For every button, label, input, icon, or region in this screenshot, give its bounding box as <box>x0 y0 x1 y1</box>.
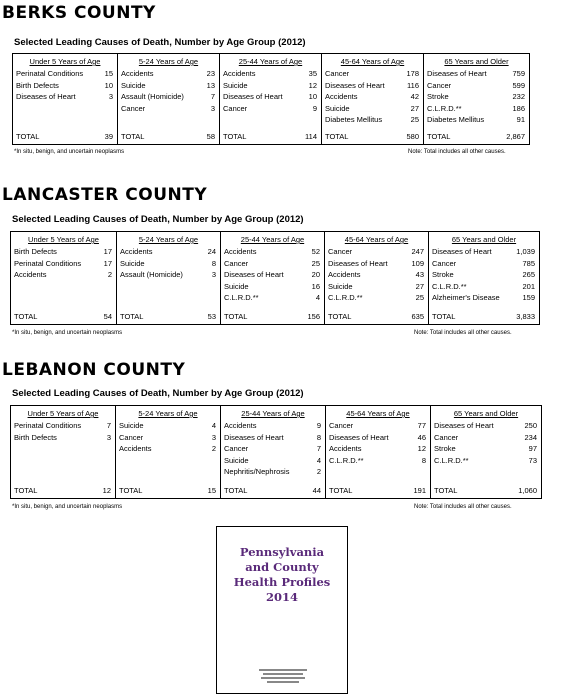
cause-row <box>424 114 529 126</box>
age-group-column <box>322 54 424 144</box>
cause-label: Suicide <box>325 103 350 113</box>
cause-label: Diseases of Heart <box>224 270 284 279</box>
cause-row <box>325 269 428 281</box>
death-count: 35 <box>308 69 317 78</box>
cause-row <box>325 246 428 258</box>
death-count: 9 <box>312 103 317 113</box>
cause-row <box>424 91 529 103</box>
death-count: 265 <box>522 270 535 279</box>
cause-label: Cancer <box>224 258 249 268</box>
total-row <box>221 312 324 321</box>
age-group-header: 45-64 Years of Age <box>346 409 410 418</box>
cause-label: Diseases of Heart <box>432 247 492 256</box>
cause-label: Suicide <box>224 455 249 465</box>
age-group-header: Under 5 Years of Age <box>28 235 99 244</box>
death-count: 42 <box>410 92 419 101</box>
cause-label: Suicide <box>119 421 144 430</box>
total-label: TOTAL <box>14 312 38 321</box>
death-count: 247 <box>411 247 424 256</box>
total-value: 39 <box>104 132 113 141</box>
cause-label: Suicide <box>120 258 145 268</box>
total-value: 580 <box>406 132 419 141</box>
cause-row <box>11 258 116 270</box>
death-count: 97 <box>528 444 537 453</box>
cause-label: Accidents <box>325 92 358 101</box>
total-value: 2,867 <box>506 132 525 141</box>
death-count: 201 <box>522 281 535 291</box>
cause-label: Accidents <box>14 270 47 279</box>
cause-row <box>116 443 220 455</box>
age-group-column <box>221 232 325 324</box>
total-row <box>116 486 220 495</box>
death-count: 77 <box>417 421 426 430</box>
total-row <box>220 132 321 141</box>
cause-row <box>322 80 423 92</box>
death-count: 8 <box>211 258 216 268</box>
total-value: 58 <box>206 132 215 141</box>
cause-row <box>325 292 428 304</box>
death-count: 27 <box>415 281 424 291</box>
death-count: 27 <box>410 103 419 113</box>
death-count: 25 <box>410 115 419 124</box>
cause-row <box>322 91 423 103</box>
cause-label: Cancer <box>328 247 353 256</box>
footnote: *In situ, benign, and uncertain neoplasms <box>12 504 123 510</box>
cause-label: Cancer <box>223 103 248 113</box>
cause-row <box>117 269 220 281</box>
cause-label: Nephritis/Nephrosis <box>224 467 290 476</box>
table-lebanon <box>10 405 542 499</box>
age-group-header: 5-24 Years of Age <box>138 409 198 418</box>
total-value: 191 <box>413 486 426 495</box>
death-count: 46 <box>417 432 426 442</box>
total-row <box>11 312 116 321</box>
cause-row <box>429 292 539 304</box>
death-count: 10 <box>308 92 317 101</box>
cause-row <box>221 258 324 270</box>
age-group-header: 65 Years and Older <box>453 409 519 418</box>
total-label: TOTAL <box>328 312 352 321</box>
cause-label: Diabetes Mellitus <box>427 115 485 124</box>
total-value: 44 <box>312 486 321 495</box>
total-note: Note: Total includes all other causes. <box>414 330 512 336</box>
death-count: 1,039 <box>516 247 535 256</box>
cover-fine-print <box>267 681 299 683</box>
cause-label: Diseases of Heart <box>434 421 494 430</box>
death-count: 8 <box>421 455 426 465</box>
death-count: 116 <box>407 80 419 90</box>
total-row <box>322 132 423 141</box>
cause-label: Suicide <box>224 281 249 291</box>
death-count: 25 <box>415 293 424 302</box>
total-label: TOTAL <box>14 486 38 495</box>
total-label: TOTAL <box>427 132 451 141</box>
death-count: 4 <box>316 455 321 465</box>
cause-label: Accidents <box>224 421 257 430</box>
total-value: 53 <box>207 312 216 321</box>
cause-label: Cancer <box>325 69 350 78</box>
cause-label: C.L.R.D.** <box>329 455 364 465</box>
death-count: 785 <box>522 258 535 268</box>
cause-row <box>322 114 423 126</box>
death-count: 15 <box>104 69 113 78</box>
total-row <box>118 132 219 141</box>
death-count: 2 <box>316 467 321 476</box>
table-berks <box>12 53 530 145</box>
age-group-header: 25-44 Years of Age <box>240 235 305 244</box>
cause-label: Accidents <box>328 270 361 279</box>
table-subtitle-lancaster: Selected Leading Causes of Death, Number by Age Group (2012) <box>12 214 304 225</box>
cause-row <box>117 258 220 270</box>
total-value: 114 <box>305 132 317 141</box>
total-label: TOTAL <box>16 132 40 141</box>
total-row <box>221 486 325 495</box>
cause-row <box>424 68 529 80</box>
age-group-column <box>424 54 529 144</box>
total-label: TOTAL <box>120 312 144 321</box>
total-label: TOTAL <box>121 132 145 141</box>
cover-title-line: Health Profiles <box>233 575 331 589</box>
total-row <box>431 486 541 495</box>
cause-row <box>326 432 430 444</box>
death-count: 12 <box>417 444 426 453</box>
death-count: 759 <box>512 69 525 78</box>
cause-label: Accidents <box>119 444 152 453</box>
cover-fine-print <box>261 677 305 679</box>
cause-row <box>221 466 325 478</box>
total-row <box>13 132 117 141</box>
age-group-column <box>221 406 326 498</box>
cause-label: Diseases of Heart <box>223 92 283 101</box>
death-count: 25 <box>311 258 320 268</box>
cause-label: C.L.R.D.** <box>434 455 469 465</box>
cause-row <box>431 432 541 444</box>
cause-row <box>11 420 115 432</box>
county-title-lancaster: LANCASTER COUNTY <box>2 185 208 205</box>
footnote: *In situ, benign, and uncertain neoplasms <box>14 149 125 155</box>
death-count: 159 <box>522 293 535 302</box>
death-count: 9 <box>316 421 321 430</box>
total-label: TOTAL <box>119 486 143 495</box>
cause-label: Birth Defects <box>14 432 57 442</box>
cause-label: Diseases of Heart <box>427 69 487 78</box>
cause-label: Stroke <box>427 92 449 101</box>
total-value: 12 <box>102 486 111 495</box>
cause-label: C.L.R.D.** <box>328 293 363 302</box>
death-count: 23 <box>206 69 215 78</box>
death-count: 17 <box>103 258 112 268</box>
cause-row <box>221 269 324 281</box>
county-title-lebanon: LEBANON COUNTY <box>2 360 186 380</box>
cause-label: Diabetes Mellitus <box>325 115 383 124</box>
total-row <box>325 312 428 321</box>
cause-label: Cancer <box>432 258 457 268</box>
cause-label: Accidents <box>223 69 256 78</box>
total-label: TOTAL <box>329 486 353 495</box>
cause-label: Diseases of Heart <box>16 92 76 101</box>
cause-row <box>326 455 430 467</box>
cause-label: Accidents <box>224 247 257 256</box>
cause-label: Cancer <box>224 444 249 453</box>
total-row <box>117 312 220 321</box>
cause-row <box>429 281 539 293</box>
total-label: TOTAL <box>224 312 248 321</box>
total-label: TOTAL <box>224 486 248 495</box>
death-count: 52 <box>311 247 320 256</box>
age-group-column <box>11 406 116 498</box>
death-count: 8 <box>316 432 321 442</box>
cause-row <box>220 103 321 115</box>
age-group-header: 25-44 Years of Age <box>238 57 303 66</box>
cause-label: Assault (Homicide) <box>120 270 183 279</box>
cause-row <box>221 281 324 293</box>
age-group-header: 45-64 Years of Age <box>340 57 405 66</box>
cause-label: Diseases of Heart <box>329 432 389 442</box>
total-label: TOTAL <box>325 132 349 141</box>
cause-row <box>322 68 423 80</box>
cause-row <box>424 80 529 92</box>
age-group-header: 5-24 Years of Age <box>138 235 199 244</box>
age-group-header: 65 Years and Older <box>451 235 517 244</box>
cause-row <box>118 68 219 80</box>
death-count: 4 <box>315 293 320 302</box>
cause-row <box>431 443 541 455</box>
death-count: 17 <box>103 247 112 256</box>
cause-row <box>221 420 325 432</box>
cause-label: Suicide <box>328 281 353 291</box>
cause-label: Cancer <box>427 80 452 90</box>
death-count: 20 <box>311 270 320 279</box>
total-label: TOTAL <box>432 312 456 321</box>
total-note: Note: Total includes all other causes. <box>414 504 512 510</box>
death-count: 3 <box>211 270 216 279</box>
cause-row <box>326 443 430 455</box>
total-label: TOTAL <box>223 132 247 141</box>
death-count: 2 <box>107 270 112 279</box>
table-subtitle-berks: Selected Leading Causes of Death, Number by Age Group (2012) <box>14 37 306 48</box>
death-count: 599 <box>512 80 525 90</box>
cause-row <box>325 258 428 270</box>
total-row <box>429 312 539 321</box>
cause-row <box>429 246 539 258</box>
age-group-column <box>117 232 221 324</box>
cause-label: Diseases of Heart <box>325 80 385 90</box>
death-count: 7 <box>316 444 321 453</box>
total-value: 54 <box>103 312 112 321</box>
death-count: 91 <box>516 115 525 124</box>
cause-row <box>13 68 117 80</box>
cause-row <box>118 80 219 92</box>
cause-row <box>11 246 116 258</box>
cause-label: C.L.R.D.** <box>427 103 462 113</box>
total-label: TOTAL <box>434 486 458 495</box>
death-count: 250 <box>524 421 537 430</box>
age-group-column <box>429 232 539 324</box>
death-count: 4 <box>211 421 216 430</box>
cause-row <box>431 455 541 467</box>
total-row <box>11 486 115 495</box>
death-count: 2 <box>211 444 216 453</box>
age-group-column <box>325 232 429 324</box>
total-value: 1,060 <box>518 486 537 495</box>
death-count: 7 <box>210 92 215 101</box>
cause-label: Cancer <box>329 421 354 430</box>
cause-label: Alzheimer's Disease <box>432 293 500 302</box>
cause-row <box>220 68 321 80</box>
cover-title-line: and County <box>245 560 319 574</box>
cause-label: Accidents <box>120 247 153 256</box>
death-count: 234 <box>524 432 537 442</box>
age-group-column <box>13 54 118 144</box>
death-count: 24 <box>207 247 216 256</box>
total-value: 3,833 <box>516 312 535 321</box>
cause-row <box>221 455 325 467</box>
age-group-header: 25-44 Years of Age <box>241 409 305 418</box>
cause-label: Birth Defects <box>14 247 57 256</box>
cause-row <box>118 103 219 115</box>
table-lancaster <box>10 231 540 325</box>
death-count: 178 <box>406 69 419 78</box>
death-count: 10 <box>104 80 113 90</box>
cause-label: Suicide <box>121 80 146 90</box>
death-count: 13 <box>206 80 215 90</box>
death-count: 16 <box>311 281 320 291</box>
age-group-column <box>326 406 431 498</box>
cause-label: Stroke <box>432 270 454 279</box>
cause-label: Diseases of Heart <box>328 258 388 268</box>
death-count: 12 <box>308 80 317 90</box>
cause-row <box>431 420 541 432</box>
cover-fine-print <box>263 673 303 675</box>
cause-row <box>221 443 325 455</box>
total-value: 15 <box>207 486 216 495</box>
cause-row <box>11 269 116 281</box>
age-group-header: Under 5 Years of Age <box>29 57 101 66</box>
death-count: 3 <box>106 432 111 442</box>
cause-row <box>118 91 219 103</box>
cause-label: Birth Defects <box>16 80 59 90</box>
cover-fine-print <box>259 669 307 671</box>
cause-row <box>322 103 423 115</box>
cause-label: C.L.R.D.** <box>432 281 467 291</box>
death-count: 232 <box>512 92 525 101</box>
total-value: 156 <box>307 312 320 321</box>
age-group-column <box>220 54 322 144</box>
total-row <box>424 132 529 141</box>
report-cover-thumbnail <box>216 526 348 694</box>
age-group-header: Under 5 Years of Age <box>27 409 99 418</box>
cause-row <box>116 432 220 444</box>
cause-row <box>220 80 321 92</box>
cause-row <box>429 269 539 281</box>
age-group-header: 45-64 Years of Age <box>344 235 409 244</box>
age-group-column <box>431 406 541 498</box>
total-note: Note: Total includes all other causes. <box>408 149 506 155</box>
cause-row <box>116 420 220 432</box>
age-group-column <box>118 54 220 144</box>
cause-row <box>221 246 324 258</box>
cause-label: Perinatal Conditions <box>14 258 82 268</box>
cause-row <box>13 80 117 92</box>
cause-row <box>325 281 428 293</box>
cause-label: Cancer <box>434 432 459 442</box>
cause-row <box>220 91 321 103</box>
cause-row <box>221 432 325 444</box>
death-count: 3 <box>108 92 113 101</box>
cover-title <box>217 545 347 605</box>
cause-row <box>117 246 220 258</box>
cover-title-line: Pennsylvania <box>239 545 325 559</box>
cause-label: Perinatal Conditions <box>14 421 82 430</box>
death-count: 73 <box>528 455 537 465</box>
table-subtitle-lebanon: Selected Leading Causes of Death, Number by Age Group (2012) <box>12 388 304 399</box>
total-value: 635 <box>411 312 424 321</box>
age-group-header: 5-24 Years of Age <box>138 57 199 66</box>
death-count: 186 <box>512 103 525 113</box>
cause-label: Accidents <box>329 444 362 453</box>
footnote: *In situ, benign, and uncertain neoplasms <box>12 330 123 336</box>
cause-row <box>424 103 529 115</box>
total-row <box>326 486 430 495</box>
death-count: 109 <box>411 258 424 268</box>
death-count: 43 <box>415 270 424 279</box>
cause-label: Cancer <box>119 432 144 442</box>
cause-label: C.L.R.D.** <box>224 293 259 302</box>
cause-label: Cancer <box>121 103 146 113</box>
cause-label: Assault (Homicide) <box>121 92 184 101</box>
cause-row <box>13 91 117 103</box>
county-title-berks: BERKS COUNTY <box>2 3 156 23</box>
cause-label: Accidents <box>121 69 154 78</box>
cause-row <box>221 292 324 304</box>
cause-label: Stroke <box>434 444 456 453</box>
cover-title-line: 2014 <box>265 590 298 604</box>
cause-label: Suicide <box>223 80 248 90</box>
cause-label: Diseases of Heart <box>224 432 284 442</box>
cause-row <box>429 258 539 270</box>
death-count: 3 <box>210 103 215 113</box>
cause-label: Perinatal Conditions <box>16 69 84 78</box>
cause-row <box>326 420 430 432</box>
age-group-header: 65 Years and Older <box>444 57 509 66</box>
age-group-column <box>11 232 117 324</box>
cause-row <box>11 432 115 444</box>
death-count: 3 <box>211 432 216 442</box>
death-count: 7 <box>106 421 111 430</box>
age-group-column <box>116 406 221 498</box>
